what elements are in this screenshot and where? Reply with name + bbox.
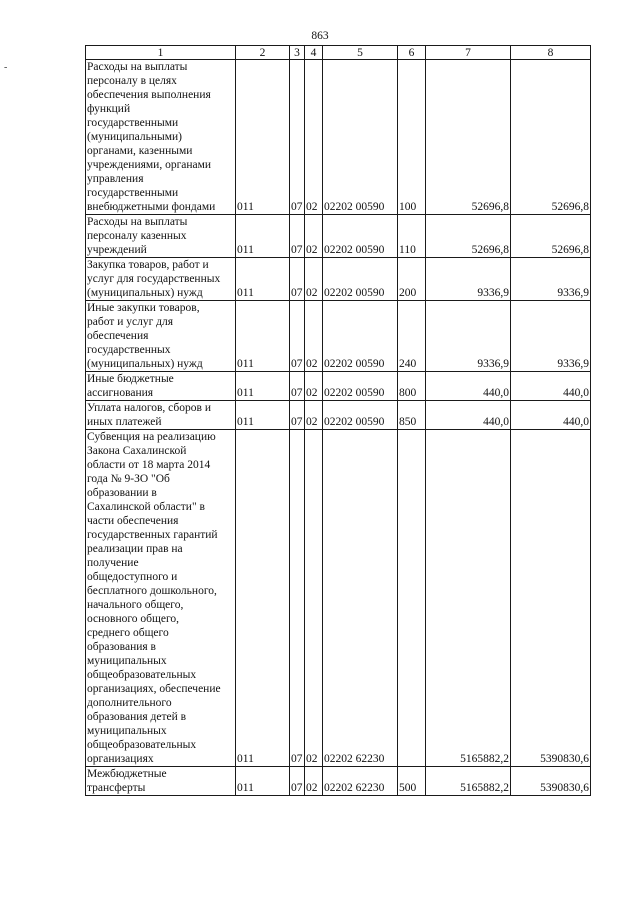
section-code-cell: 07 (290, 430, 305, 767)
table-row (86, 258, 591, 301)
column-header: 7 (426, 46, 511, 60)
column-header: 2 (236, 46, 290, 60)
expense-type-cell: 240 (398, 301, 426, 372)
section-code-cell: 07 (290, 301, 305, 372)
expense-name-cell: Закупка товаров, работ и услуг для государственных (муниципальных) нужд (86, 258, 236, 301)
ministry-code-cell: 011 (236, 60, 290, 215)
target-article-cell: 02202 00590 (323, 372, 398, 401)
table-row (86, 301, 591, 372)
table-row (86, 767, 591, 796)
amount-year1-cell: 440,0 (426, 401, 511, 430)
ministry-code-cell: 011 (236, 372, 290, 401)
amount-year2-cell: 440,0 (511, 401, 591, 430)
subsection-code-cell: 02 (305, 258, 323, 301)
target-article-cell: 02202 00590 (323, 258, 398, 301)
table-row (86, 430, 591, 767)
expense-name-cell: Субвенция на реализацию Закона Сахалинской области от 18 марта 2014 года № 9-ЗО "Об образовании в Сахалинской области" в части обеспечения государственных гарантий реализации прав на получение общедоступного и бесплатного дошкольного, начального общего, основного общего, среднего общего образования в муниципальных общеобразовательных организациях, обеспечение дополнительного образования детей в муниципальных общеобразовательных организациях (86, 430, 236, 767)
amount-year1-cell: 52696,8 (426, 215, 511, 258)
table-row (86, 215, 591, 258)
expense-name-cell: Иные закупки товаров, работ и услуг для обеспечения государственных (муниципальных) нужд (86, 301, 236, 372)
ministry-code-cell: 011 (236, 767, 290, 796)
amount-year2-cell: 5390830,6 (511, 430, 591, 767)
subsection-code-cell: 02 (305, 372, 323, 401)
amount-year1-cell: 52696,8 (426, 60, 511, 215)
amount-year1-cell: 5165882,2 (426, 767, 511, 796)
expense-type-cell: 200 (398, 258, 426, 301)
column-header: 1 (86, 46, 236, 60)
section-code-cell: 07 (290, 258, 305, 301)
amount-year2-cell: 9336,9 (511, 258, 591, 301)
expense-type-cell: 500 (398, 767, 426, 796)
amount-year2-cell: 5390830,6 (511, 767, 591, 796)
column-header: 8 (511, 46, 591, 60)
expense-name-cell: Расходы на выплаты персоналу в целях обеспечения выполнения функций государственными (муниципальными) органами, казенными учреждениями, органами управления государственными внебюджетными фондами (86, 60, 236, 215)
amount-year1-cell: 9336,9 (426, 301, 511, 372)
expense-name-cell: Уплата налогов, сборов и иных платежей (86, 401, 236, 430)
table-row (86, 60, 591, 215)
column-header: 6 (398, 46, 426, 60)
column-header: 4 (305, 46, 323, 60)
ministry-code-cell: 011 (236, 301, 290, 372)
subsection-code-cell: 02 (305, 301, 323, 372)
amount-year1-cell: 440,0 (426, 372, 511, 401)
expense-type-cell: 800 (398, 372, 426, 401)
expense-name-cell: Расходы на выплаты персоналу казенных учреждений (86, 215, 236, 258)
column-header: 3 (290, 46, 305, 60)
margin-mark: - (4, 62, 8, 73)
amount-year1-cell: 9336,9 (426, 258, 511, 301)
table-row (86, 401, 591, 430)
expense-name-cell: Иные бюджетные ассигнования (86, 372, 236, 401)
amount-year2-cell: 52696,8 (511, 215, 591, 258)
subsection-code-cell: 02 (305, 215, 323, 258)
subsection-code-cell: 02 (305, 767, 323, 796)
section-code-cell: 07 (290, 767, 305, 796)
expense-type-cell: 850 (398, 401, 426, 430)
amount-year2-cell: 52696,8 (511, 60, 591, 215)
section-code-cell: 07 (290, 215, 305, 258)
ministry-code-cell: 011 (236, 401, 290, 430)
target-article-cell: 02202 62230 (323, 767, 398, 796)
target-article-cell: 02202 62230 (323, 430, 398, 767)
amount-year1-cell: 5165882,2 (426, 430, 511, 767)
table-row (86, 372, 591, 401)
expense-type-cell (398, 430, 426, 767)
amount-year2-cell: 440,0 (511, 372, 591, 401)
subsection-code-cell: 02 (305, 60, 323, 215)
target-article-cell: 02202 00590 (323, 301, 398, 372)
budget-table (85, 45, 591, 796)
ministry-code-cell: 011 (236, 215, 290, 258)
amount-year2-cell: 9336,9 (511, 301, 591, 372)
ministry-code-cell: 011 (236, 258, 290, 301)
page-number: 863 (311, 30, 329, 42)
section-code-cell: 07 (290, 401, 305, 430)
ministry-code-cell: 011 (236, 430, 290, 767)
expense-name-cell: Межбюджетные трансферты (86, 767, 236, 796)
subsection-code-cell: 02 (305, 401, 323, 430)
target-article-cell: 02202 00590 (323, 401, 398, 430)
section-code-cell: 07 (290, 372, 305, 401)
section-code-cell: 07 (290, 60, 305, 215)
subsection-code-cell: 02 (305, 430, 323, 767)
target-article-cell: 02202 00590 (323, 60, 398, 215)
header-row (86, 46, 591, 60)
expense-type-cell: 110 (398, 215, 426, 258)
expense-type-cell: 100 (398, 60, 426, 215)
target-article-cell: 02202 00590 (323, 215, 398, 258)
column-header: 5 (323, 46, 398, 60)
